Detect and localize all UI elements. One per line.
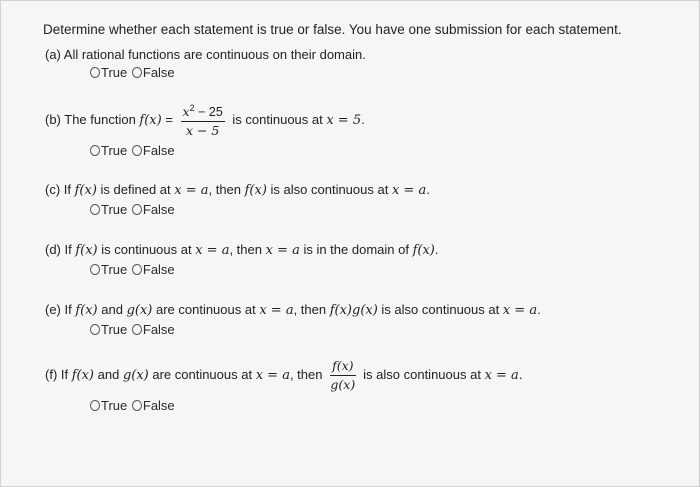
radio-e-true[interactable] (90, 324, 100, 335)
option-d-true[interactable]: True (90, 262, 127, 277)
radio-e-false[interactable] (132, 324, 142, 335)
radio-c-true[interactable] (90, 204, 100, 215)
question-a-options (90, 65, 176, 81)
radio-a-false[interactable] (132, 67, 142, 78)
radio-c-false[interactable] (132, 204, 142, 215)
option-b-false[interactable]: False (132, 143, 175, 158)
question-b: (b) The function f(x) = $\frac{x^2 - 25}{x - 5}$ is continuous at x = 5. (45, 103, 365, 138)
question-f-options (90, 398, 176, 414)
radio-f-true[interactable] (90, 400, 100, 411)
question-a (45, 47, 366, 62)
fraction-b: $\frac{x^2 - 25}{x - 5}$ (182, 103, 223, 138)
question-b-options (90, 143, 176, 159)
question-f: (f) If f(x) and g(x) are continuous at x = a, then $\frac{f(x)}{g(x)}$ is also continuous at x = a. (45, 358, 523, 392)
question-d: (d) If f(x) is continuous at x = a, then x = a is in the domain of f(x). (45, 242, 439, 258)
radio-d-true[interactable] (90, 264, 100, 275)
radio-f-false[interactable] (132, 400, 142, 411)
fraction-f: $\frac{f(x)}{g(x)}$ (330, 358, 356, 392)
function-f: f(x) (139, 112, 162, 128)
radio-d-false[interactable] (132, 264, 142, 275)
option-c-false[interactable]: False (132, 202, 175, 217)
radio-b-false[interactable] (132, 145, 142, 156)
option-d-false[interactable]: False (132, 262, 175, 277)
option-e-true[interactable]: True (90, 322, 127, 337)
question-a-text: (a) All rational functions are continuous on their domain. (45, 47, 366, 62)
question-e-options (90, 322, 176, 338)
option-c-true[interactable]: True (90, 202, 127, 217)
question-c: (c) If f(x) is defined at x = a, then f(x) is also continuous at x = a. (45, 182, 430, 198)
radio-a-true[interactable] (90, 67, 100, 78)
question-e: (e) If f(x) and g(x) are continuous at x = a, then f(x)g(x) is also continuous at x = a. (45, 302, 541, 318)
option-a-false[interactable]: False (132, 65, 175, 80)
radio-b-true[interactable] (90, 145, 100, 156)
option-f-false[interactable]: False (132, 398, 175, 413)
option-b-true[interactable]: True (90, 143, 127, 158)
question-d-options (90, 262, 176, 278)
instructions: Determine whether each statement is true or false. You have one submission for each statement. (43, 22, 622, 37)
option-f-true[interactable]: True (90, 398, 127, 413)
option-a-true[interactable]: True (90, 65, 127, 80)
option-e-false[interactable]: False (132, 322, 175, 337)
question-c-options (90, 202, 176, 218)
